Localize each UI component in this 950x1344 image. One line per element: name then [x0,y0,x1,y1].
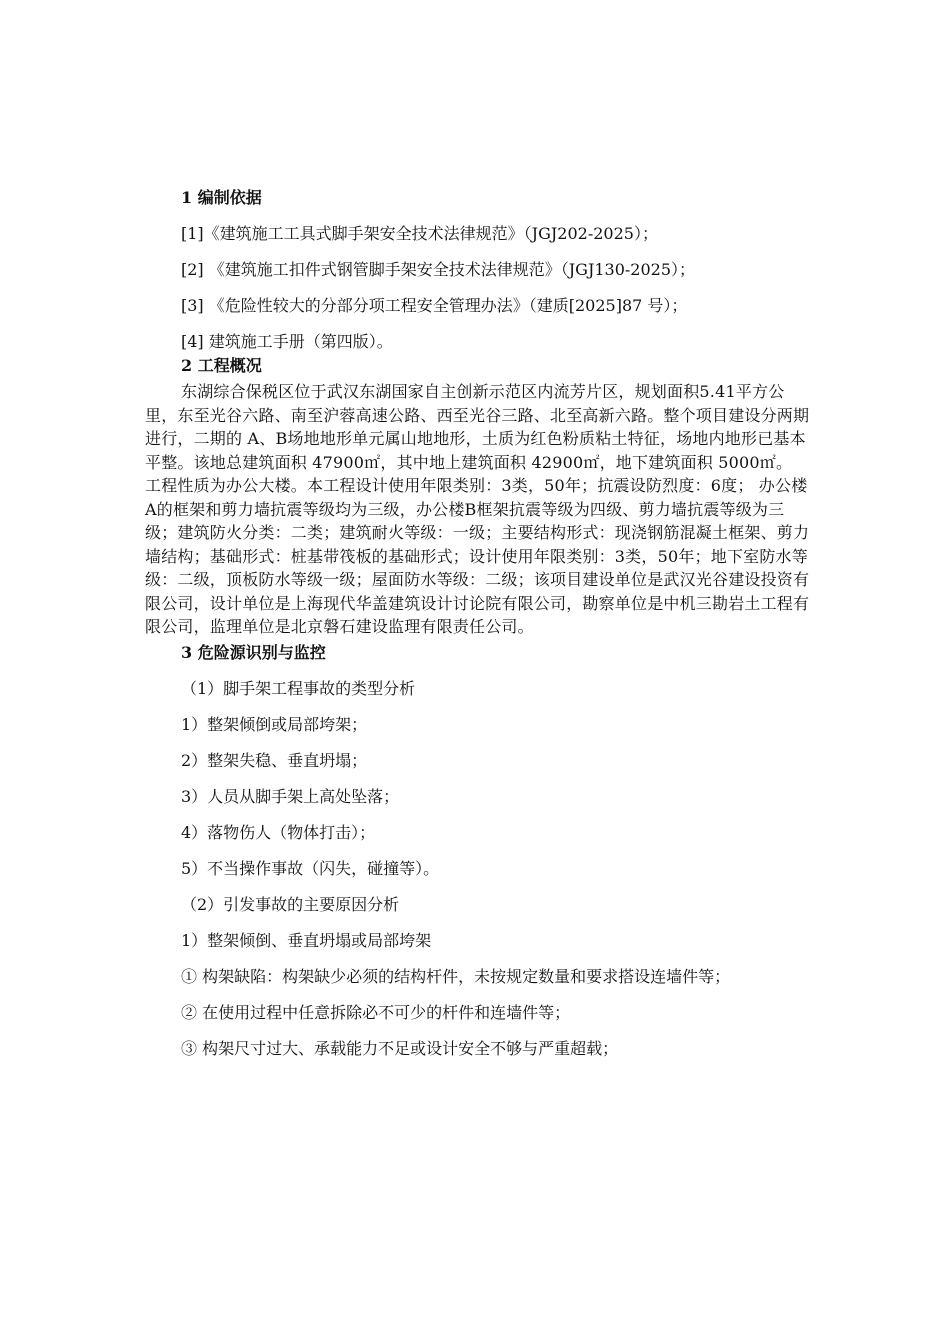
subsection-accident-causes: （2）引发事故的主要原因分析 [181,894,400,914]
cause-item-1: ① 构架缺陷：构架缺少必须的结构杆件，未按规定数量和要求搭设连墙件等； [181,966,731,986]
document-content [145,188,810,1067]
section-3-title: 3 危险源识别与监控 [181,642,326,662]
accident-type-2: 2）整架失稳、垂直坍塌； [181,750,368,770]
section-1-title: 1 编制依据 [181,188,262,207]
subsection-accident-types: （1）脚手架工程事故的类型分析 [181,678,416,698]
project-overview-paragraph: 东湖综合保税区位于武汉东湖国家自主创新示范区内流芳片区，规划面积5.41平方公里，东至光谷六路、南至沪蓉高速公路、西至光谷三路、北至高新六路。整个项目建设分两期进行，二期的 A、B场地地形单元属山地地形，土质为红色粉质粘土特征，场地内地形已基本平整。该地总建筑面积 47900㎡，其中地上建筑面积 42900㎡，地下建筑面积 5000㎡。 工程性质为办公大楼。本工程设计使用年限类别：3类，50年；抗震设防烈度：6度； 办公楼A的框架和剪力墙抗震等级均为三级，办公楼B框架抗震等级为四级、剪力墙抗震等级为三级；建筑防火分类：二类；建筑耐火等级：一级；主要结构形式：现浇钢筋混凝土框架、剪力墙结构；基础形式：桩基带筏板的基础形式；设计使用年限类别：3类，50年；地下室防水等级：二级，顶板防水等级一级；屋面防水等级：二级；该项目建设单位是武汉光谷建设投资有限公司，设计单位是上海现代华盖建筑设计讨论院有限公司，勘察单位是中机三勘岩土工程有限公司，监理单位是北京磐石建设监理有限责任公司。 [145,382,810,636]
cause-item-2: ② 在使用过程中任意拆除必不可少的杆件和连墙件等； [181,1002,571,1022]
cause-item-3: ③ 构架尺寸过大、承载能力不足或设计安全不够与严重超载； [181,1038,619,1058]
reference-1: [1]《建筑施工工具式脚手架安全技术法律规范》（JGJ202-2025）； [181,224,658,243]
reference-2: [2] 《建筑施工扣件式钢管脚手架安全技术法律规范》（JGJ130-2025）； [181,260,696,279]
accident-type-1: 1）整架倾倒或局部垮架； [181,714,368,734]
reference-4: [4] 建筑施工手册（第四版）。 [181,332,393,351]
section-2-title: 2 工程概况 [181,356,262,375]
reference-3: [3] 《危险性较大的分部分项工程安全管理办法》（建质[2025]87 号）； [181,296,688,315]
accident-type-5: 5）不当操作事故（闪失，碰撞等）。 [181,858,440,878]
cause-heading: 1）整架倾倒、垂直坍塌或局部垮架 [181,930,432,950]
accident-type-4: 4）落物伤人（物体打击）； [181,822,376,842]
accident-type-3: 3）人员从脚手架上高处坠落； [181,786,400,806]
